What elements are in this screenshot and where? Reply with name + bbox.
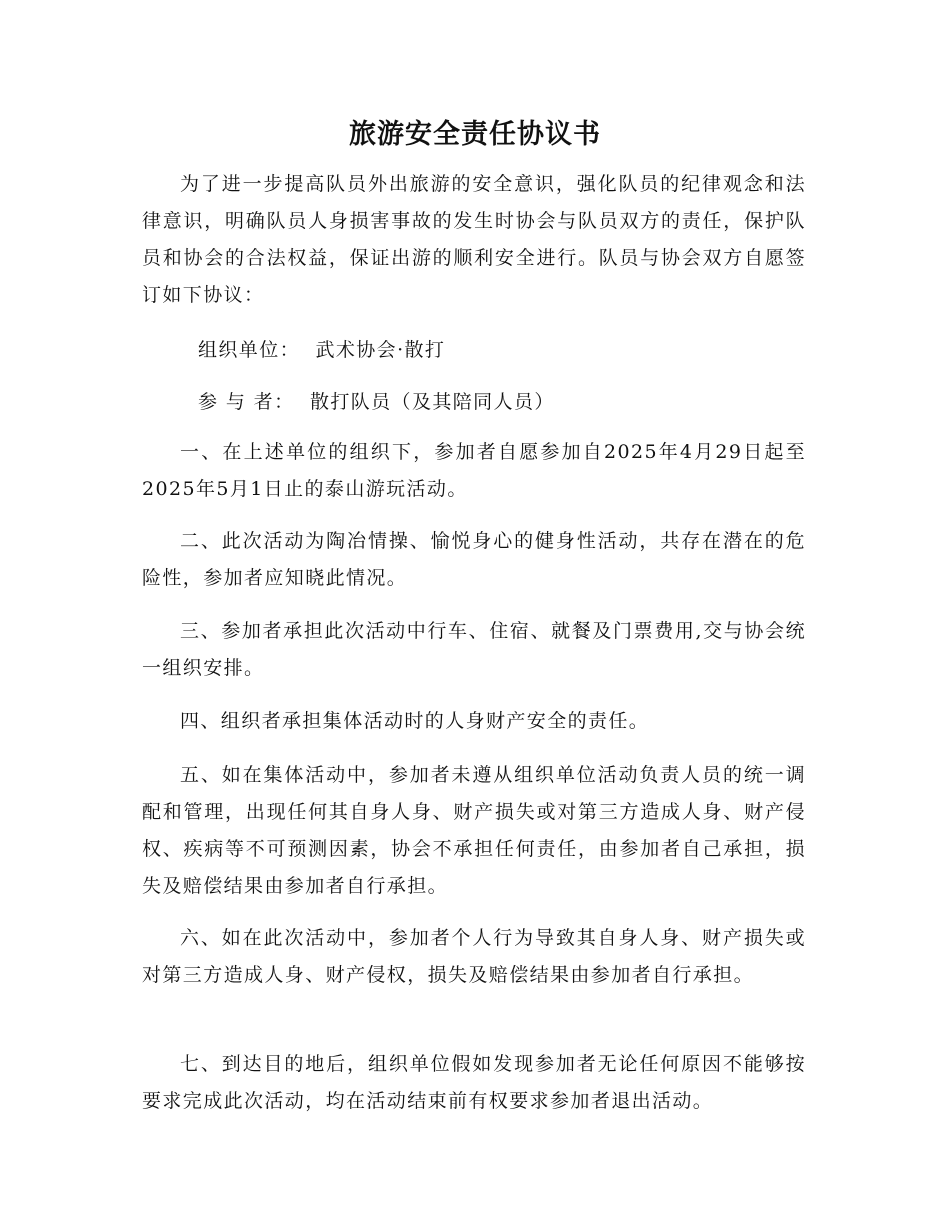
participant-label: 参 与 者： xyxy=(198,391,295,413)
clause-5: 五、如在集体活动中，参加者未遵从组织单位活动负责人员的统一调配和管理，出现任何其自身人身、财产损失或对第三方造成人身、财产侵权、疾病等不可预测因素，协会不承担任何责任，由参加者自己承担，损失及赔偿结果由参加者自行承担。 xyxy=(142,764,806,897)
participant-value: 散打队员（及其陪同人员） xyxy=(309,391,555,413)
clause-1: 一、在上述单位的组织下，参加者自愿参加自2025年4月29日起至2025年5月1日止的泰山游玩活动。 xyxy=(142,441,806,500)
clause-6: 六、如在此次活动中，参加者个人行为导致其自身人身、财产损失或对第三方造成人身、财产侵权，损失及赔偿结果由参加者自行承担。 xyxy=(142,927,806,986)
clause-2: 二、此次活动为陶冶情操、愉悦身心的健身性活动，共存在潜在的危险性，参加者应知晓此情况。 xyxy=(142,530,806,589)
organizer-row xyxy=(198,335,445,362)
organizer-label: 组织单位： xyxy=(198,339,301,361)
participant-row xyxy=(198,387,555,414)
clause-4: 四、组织者承担集体活动时的人身财产安全的责任。 xyxy=(180,710,650,732)
clause-3: 三、参加者承担此次活动中行车、住宿、就餐及门票费用,交与协会统一组织安排。 xyxy=(142,620,806,679)
document-title: 旅游安全责任协议书 xyxy=(349,119,601,150)
organizer-value: 武术协会·散打 xyxy=(315,339,446,361)
clause-7: 七、到达目的地后，组织单位假如发现参加者无论任何原因不能够按要求完成此次活动，均在活动结束前有权要求参加者退出活动。 xyxy=(142,1053,806,1112)
intro-paragraph: 为了进一步提高队员外出旅游的安全意识，强化队员的纪律观念和法律意识，明确队员人身损害事故的发生时协会与队员双方的责任，保护队员和协会的合法权益，保证出游的顺利安全进行。队员与协会双方自愿签订如下协议： xyxy=(142,173,806,306)
